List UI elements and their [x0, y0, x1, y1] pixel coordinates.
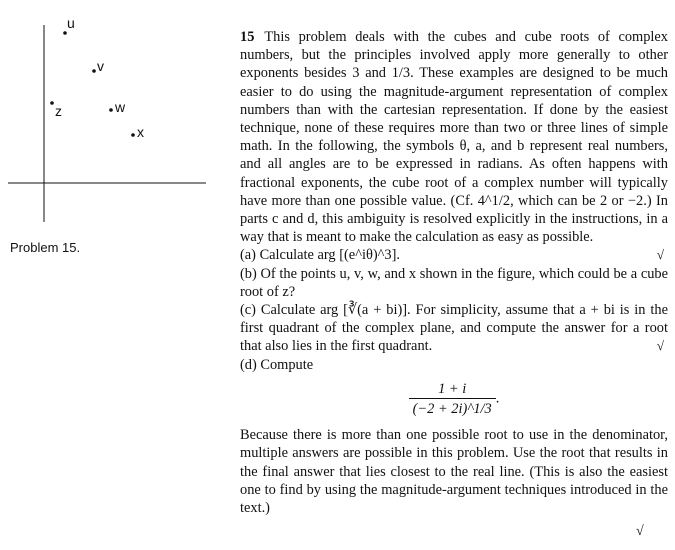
problem-intro: [240, 28, 668, 246]
point-x-dot: [131, 133, 135, 137]
check-mark-a: √: [656, 247, 664, 263]
problem-number: 15: [240, 29, 255, 45]
conclusion: Because there is more than one possible root to use in the denominator, multiple answers are possible in this problem. Use the root that results in the final answer that lies closest to the real line. (This is also the easiest one to find by using the magnitude-argument techniques introduced in the text.): [240, 427, 668, 517]
problem-text: [240, 28, 668, 517]
intro-text: This problem deals with the cubes and cube roots of complex numbers, but the principles involved apply more generally to other exponents besides 3 and 1/3. These examples are designed to be much easier to do using the magnitude-argument representation of complex numbers than with the cartesian representation. If done by the easiest technique, none of these requires more than two or three lines of simple math. In the following, the symbols θ, a, and b represent real numbers, and all angles are to be expressed in radians. As often happens with fractional exponents, the cube root of a complex number will typically have more than one possible value. (Cf. 4^1/2, which can be 2 or −2.) In parts c and d, this ambiguity is resolved explicitly in the instructions, in a way that is meant to make the calculation as easy as possible.: [240, 29, 668, 246]
point-v-dot: [92, 69, 96, 73]
point-w-dot: [109, 108, 113, 112]
complex-plane-figure: [0, 0, 220, 235]
part-d-text: (d) Compute: [240, 356, 314, 373]
part-a: [240, 246, 668, 264]
point-u-dot: [63, 31, 67, 35]
check-mark-final: √: [636, 524, 644, 539]
formula-denominator: (−2 + 2i)^1/3: [409, 398, 496, 418]
part-b: [240, 265, 668, 301]
point-x-label: x: [137, 124, 144, 140]
formula: $\frac{1 + i}{(-2 + 2i)\^{}1/3}$ .: [240, 380, 668, 418]
point-z-label: z: [55, 103, 62, 119]
point-z-dot: [50, 101, 54, 105]
part-c: [240, 301, 668, 356]
point-u-label: u: [67, 15, 75, 31]
check-mark-c: √: [656, 338, 664, 354]
point-w-label: w: [115, 99, 126, 115]
part-a-text: (a) Calculate arg [(e^iθ)^3].: [240, 247, 400, 264]
part-c-text: (c) Calculate arg [∛(a + bi)]. For simplicity, assume that a + bi is in the first quadrant of the complex plane, and compute the answer for a root that also lies in the first quadrant.: [240, 302, 668, 355]
formula-numerator: 1 + i: [438, 380, 467, 397]
point-v-label: v: [97, 58, 104, 74]
part-b-text: (b) Of the points u, v, w, and x shown in the figure, which could be a cube root of z?: [240, 265, 668, 300]
part-d: [240, 356, 668, 374]
figure-caption: Problem 15.: [10, 240, 81, 255]
